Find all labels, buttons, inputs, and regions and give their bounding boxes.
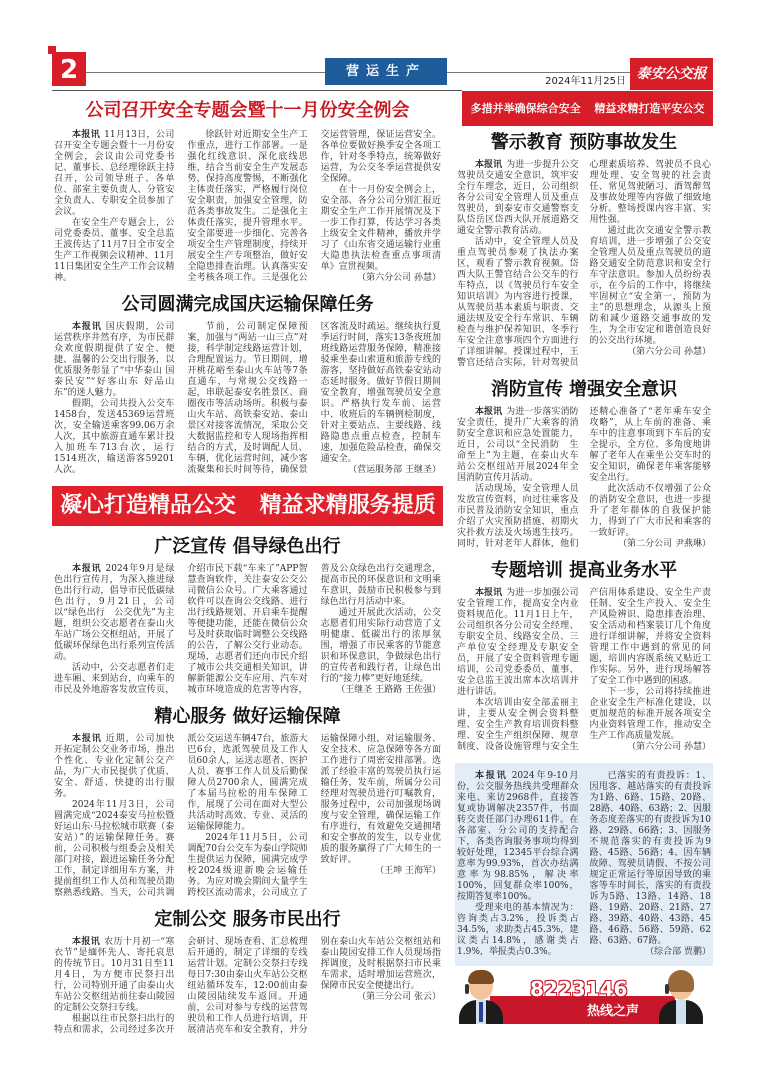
paragraph <box>54 322 174 399</box>
header-rule-right <box>447 72 630 73</box>
paragraph: 徐跃针对近期安全生产工作重点，进行工作部署。一是强化红线意识、深化底线思维，结合当前安全生产发展态势，保持高度警惕，不断强化主体责任落实，严格履行岗位安全职责，加强安全管理，防范各类事故发生。二是强化主体责任落实，提升管理水平。安全部要进一步细化、完善各项安全生产管理制度，持续开展安全生产专项整治，做好安全隐患排查治理。认真落实安全考核各项工作。三是强化公交运营管理，保证运营安全。各单位要做好换季安全各项工作，针对冬季特点，统筹做好运营，为公交冬季运营提供安全保障。 <box>187 130 441 283</box>
lead-label: 本报讯 <box>475 407 503 417</box>
paragraph <box>54 564 174 663</box>
article-warning-education-body <box>455 160 713 369</box>
lead-label: 本报讯 <box>72 564 102 574</box>
headline-transport-support: 精心服务 做好运输保障 <box>154 706 341 727</box>
paragraph: 活动中，公交志愿者们走进车厢、来到站台，向乘车的市民及外地游客发放宣传页，介绍市民下载“车来了”APP智慧查询软件，关注泰安公交公司微信公众号。广大乘客通过软件可以查询公交线路、进行出行线路规划、开启乘车提醒等便捷功能，还能在微信公众号及时获取临时调整公交线路的公告，了解公交行业动态。现场，志愿者们还向市民介绍了城市公共交通相关知识，讲解新能源公交车应用、汽车对城市环境造成的危害等内容，普及公众绿色出行交通理念，提高市民的环保意识和文明乘车意识，鼓励市民积极参与到绿色出行月活动中来。 <box>54 564 441 695</box>
article-national-day-body <box>52 322 443 476</box>
headline-fire-safety: 消防宣传 增强安全意识 <box>490 379 678 400</box>
top-banner-slogan-2: 精益求精打造平安公交 <box>594 102 705 115</box>
article-transport-support-body <box>52 734 443 899</box>
byline: （第三分公司 张云） <box>357 992 441 1002</box>
section-banner-slogan-2: 精益求精服务提质 <box>259 493 436 518</box>
top-banner <box>462 91 713 126</box>
article-green-travel-body <box>52 564 443 696</box>
male-operator-icon <box>457 968 505 1024</box>
paragraph <box>457 771 579 903</box>
headline-national-day: 公司圆满完成国庆运输保障任务 <box>121 294 374 315</box>
lead-label: 本报讯 <box>475 771 508 781</box>
paragraph-text: 为进一步加强公司安全管理工作，提高安全内业资料规范化。11月1日上午，公司组织各分公司安全经理、专职安全员、线路安全员、三产单位安全经理及专职安全员，开展了安全资料管理专题培训，公司党委委员、董事、安全总监王波出席本次培训并进行讲话。 <box>457 588 579 697</box>
byline: （第六分公司 孙慧） <box>627 347 711 357</box>
paragraph <box>457 407 579 484</box>
paragraph-text: 国庆假期，公司运营秩序井然有序，为市民群众欢度假期提供了安全、便捷、温馨的公交出行服务，以优质服务彰显了“中华泰山 国泰民安”“好客山东 好品山东”的迷人魅力。 <box>54 322 175 398</box>
article-fire-safety-body <box>455 407 713 550</box>
paragraph: 本次培训由安全部孟丽主讲，主要从安全例会资料整理、安全生产教育培训资料整理、安全生产组织保障、规章制度、设备设施管理与安全生产信用体系建设、安全生产责任制、安全生产投入、安全生产风险辨识、隐患排查治理、安全活动和档案装订几个角度进行详细讲解，并将安全资料管理工作中遇到的常见的问题，培训内容既系统又贴近工作实际。另外，进行现场解答了安全工作中遇到的困惑。 <box>457 588 711 752</box>
paragraph: 活动现场，安全管理人员发放宣传资料，向过往乘客及市民普及消防安全知识，重点介绍了火灾预防措施、初期火灾扑救方法及火场逃生技巧。同时，针对老年人群体，他们还精心准备了“老年乘车安全攻略”，从上车前的准备、乘车中的注意事项到下车后的安全提示，全方位、多角度地讲解了老年人在乘坐公交车时的安全知识，确保老年乘客能够安全出行。 <box>457 407 711 549</box>
lead-label: 本报讯 <box>475 588 503 598</box>
header-rule-lower <box>52 90 462 91</box>
byline: （第六分公司 孙慧） <box>357 273 441 283</box>
hotline-report-box <box>455 763 713 966</box>
lead-label: 本报讯 <box>475 160 503 170</box>
hotline-number: 8223146 <box>530 977 628 1001</box>
byline: （第六分公司 孙慧） <box>627 742 711 752</box>
headline-green-travel: 广泛宣传 倡导绿色出行 <box>154 536 341 557</box>
page-number: 2 <box>52 52 86 86</box>
article-meeting-body <box>52 130 443 284</box>
hotline-label: 热线之声 <box>587 1004 640 1019</box>
paragraph: 根据以往市民祭扫出行的特点和需求，公司经过多次开会研讨、现场查看、汇总梳理后开通的，制定了详细的专线运营计划。定制公交祭扫专线每日7:30由泰山火车站公交枢纽站循环发车，12:00前由泰山陵园陆续发车返回。开通前，公司对参与专线的运营驾驶员和工作人员进行培训，开展清洁亮车和安全教育，并分别在泰山火车站公交枢纽站和泰山陵园安排工作人员现场指挥调度，及时根据祭扫市民乘车需求，适时增加运营班次，保障市民安全便捷出行。 <box>54 937 441 1035</box>
left-column <box>52 98 443 1036</box>
headline-meeting: 公司召开安全专题会暨十一月份安全例会 <box>85 100 410 121</box>
paragraph: 下一步，公司将持续推进企业安全生产标准化建设，以更加规范的标准开展各项安全内业资料管理工作，推动安全生产工作高质量发展。 <box>589 687 711 741</box>
headline-custom-bus: 定制公交 服务市民出行 <box>154 909 341 930</box>
paragraph: 此次活动不仅增强了公众的消防安全意识，也进一步提升了老年群体的自我保护能力，得到了广大市民和乘客的一致好评。 <box>589 484 711 538</box>
byline: （王继圣 王路路 王佐强） <box>336 685 441 695</box>
paragraph: 2024年11月5日，公司调配70台公交车为泰山学院师生提供运力保障，圆满完成学校2024级迎新晚会运输任务。为应对晚会期间大量学生跨校区流动需求，公司成立了运输保障小组，对运输服务、安全技术、应急保障等各方面工作进行了周密安排部署。选派了经验丰富的驾驶员执行运输任务，发车前，所属分公司经理对驾驶员进行叮嘱教育，服务过程中，公司加强现场调度与安全管理，确保运输工作有序进行，有效避免交通拥堵和安全事故的发生，以专业优质的服务赢得了广大师生的一致好评。 <box>187 734 441 898</box>
paragraph: 受理来电的基本情况为：咨询类占3.2%，投诉类占34.5%，求助类占45.3%，建议类占14.8%，感谢类占1.9%，举报类占0.3%。 <box>457 903 579 957</box>
paragraph-text: 为进一步落实消防安全责任，提升广大乘客的消防安全意识和应急处置能力，近日，公司以“全民消防 生命至上”为主题，在泰山火车站公交枢纽站开展2024年全国消防宣传月活动。 <box>457 407 579 483</box>
paragraph-text: 为进一步提升公交驾驶员交通安全意识，筑牢安全行车理念，近日，公司组织各分公司安全管理人员及重点驾驶员，到泰安市交通警察支队岱岳区岱西大队开展道路交通安全警示教育活动。 <box>457 160 579 236</box>
byline: （综合部 贾鹏） <box>645 947 711 957</box>
section-banner <box>52 486 443 526</box>
lead-label: 本报讯 <box>72 937 101 947</box>
paragraph: 2024年11月3日，公司圆满完成“2024泰安马拉松暨好运山东·马拉松城市联赛（泰安站）”的运输保障任务。赛前，公司积极与组委会及相关部门对接，跟进运输任务分配工作，制定详细用车方案，并提前组织工作人员和驾驶员勘察熟悉线路。当天，公司共调派公交运送车辆47台，旅游大巴6台，选派驾驶员及工作人员60余人，运送志愿者、医护人员、赛事工作人员及后勤保障人员2700余人，圆满完成了本届马拉松的用车保障工作，展现了公司在面对大型公共活动时高效、专业、灵活的运输保障能力。 <box>54 734 308 898</box>
byline: （营运服务部 王继圣） <box>348 465 441 475</box>
paragraph-text: 农历十月初一“寒衣节”是缅怀先人、寄托哀思的传统节日。10月31日至11月4日，为方便市民祭扫出行，公司特别开通了由泰山火车站公交枢纽站前往泰山陵园的定制公交祭扫专线。 <box>54 937 175 1013</box>
article-custom-bus-body <box>52 937 443 1036</box>
byline: （第二分公司 尹燕琳） <box>618 539 711 549</box>
headline-warning-education: 警示教育 预防事故发生 <box>490 132 678 153</box>
paragraph: 在十一月份安全例会上，安全部、各分公司分别汇报近期安全生产工作开展情况及下一步工作打算，传达学习各类上级安全文件精神，播放并学习了《山东省交通运输行业重大隐患执法检查重点事项清单》宣贯视频。 <box>320 185 441 272</box>
issue-date: 2024年11月25日 <box>545 76 626 87</box>
paragraph-text: 2024年9-10月份，公交服务热线共受理群众来电、来访2968件，直接答复或协调解决2357件，书面转交责任部门办理611件。在各部室、分公司的支持配合下，各类咨询服务事项均得到较好处理，12345平台综合满意率为99.93%，首次办结满意率为98.85%，解决率100%，回复群众率100%，按期答复率100%。 <box>457 771 579 902</box>
section-tab[interactable]: 营运生产 <box>325 58 447 85</box>
hotline-banner <box>455 966 708 1024</box>
paragraph <box>457 160 579 237</box>
lead-label: 本报讯 <box>72 130 101 140</box>
lead-label: 本报讯 <box>72 734 102 744</box>
paragraph: 在安全生产专题会上，公司党委委员、董事、安全总监王波传达了11月7日全市安全生产工作视频会议精神、11月11日集团安全生产工作会议精神。 <box>54 218 175 283</box>
right-column <box>455 128 713 1024</box>
paragraph <box>457 588 579 698</box>
female-operator-icon <box>657 968 705 1024</box>
paragraph <box>54 734 174 800</box>
paragraph: 已落实的有责投诉：1、因甩客、越站落实的有责投诉为1路、6路、15路、20路、28路、40路、63路；2、因服务态度差落实的有责投诉为10路、29路、66路；3、因服务不规范落实的有责投诉为9路、45路、56路；4、因车辆故障、驾驶员请假、不按公司规定正常运行等原因导致的乘客等车时间长，落实的有责投诉为5路、13路、14路、18路、19路、20路、21路、27路、39路、40路、43路、45路、46路、56路、59路、62路、63路、67路。 <box>589 771 711 946</box>
header-rule <box>86 72 325 73</box>
section-banner-slogan-1: 凝心打造精品公交 <box>60 493 237 518</box>
paragraph: 假期，公司共投入公交车1458台，发送45369运营班次，安全输送乘客99.06万余人次，其中旅游直通车累计投入加班车713台次，运行1514班次，输送游客59201人次。 <box>54 399 175 475</box>
paragraph: 活动中，安全管理人员及重点驾驶员参观了执法办案区，观看了警示教育视频。岱西大队王警官结合公交车的行车特点，以《驾驶员行车安全知识培训》为内容进行授课，从驾驶员基本素质与职责、交通法规及安全行车常识、车辆检查与维护保养知识、冬季行车安全注意事项四个方面进行了详细讲解。授课过程中，王警官还结合实际，针对驾驶员心理素质培养、驾驶员不良心理处理、安全驾驶的社会责任、常见驾驶陋习、酒驾醉驾及事故处理等内容做了细致地分析。整场授课内容丰富、实用性强。 <box>457 160 711 368</box>
paragraph <box>54 937 174 1014</box>
paragraph: 节前，公司制定保障预案，加强与“两站一山三点”对接，科学制定线路运营计划，合理配置运力。节日期间，增开桃花峪至泰山火车站等7条直通车，与常规公交线路一起，串联起泰安名胜景区、商圈夜市等活动场所。积极与泰山火车站、高铁泰安站、泰山景区对接客流情况，采取公交大数据监控和专人现场指挥相结合的方式，及时调配人员、车辆，优化运营时间，减少客流聚集和长时间等待，确保景区客流及时疏运。继续执行夏季运行时间，落实13条夜班加班线路运营服务保障，精准接驳乘坐泰山索道和旅游专线的游客，坚持做好高铁泰安站动态延时服务。做好节假日期间安全教育，增强驾驶员安全意识。严格执行发车前、运营中、收班后的车辆例检制度，针对主要站点、主要线路、线路隐患点重点检查，控制车速，加强危险品检查，确保交通安全。 <box>187 322 441 475</box>
byline: （王坤 王海军） <box>375 866 441 876</box>
paragraph-text: 2024年9月是绿色出行宣传月，为深入推进绿色出行行动，倡导市民低碳绿色出行，9月21日，公司以“绿色出行 公交优先”为主题，组织公交志愿者在泰山火车站广场公交枢纽站，开展了低碳环保绿色出行系列宣传活动。 <box>54 564 175 662</box>
paragraph: 通过此次交通安全警示教育培训，进一步增强了公交安全管理人员及重点驾驶员的道路交通安全防范意识和安全行车守法意识。参加人员纷纷表示，在今后的工作中，将继续牢固树立“安全第一，预防为主”的思想理念，从源头上预防和减少道路交通事故的发生，为全市安定和谐创造良好的公交出行环境。 <box>589 226 711 346</box>
paragraph-text: 11月13日，公司召开安全专题会暨十一月份安全例会，会议由公司党委书记、董事长、总经理徐跃主持召开，公司领导班子、各单位、部室主要负责人、分管安全负责人、专职安全员参加了会议。 <box>54 130 175 217</box>
article-training-body <box>455 588 713 753</box>
top-banner-slogan-1: 多措并举确保综合安全 <box>470 102 581 115</box>
paragraph <box>54 130 174 218</box>
paragraph-text: 近期，公司加快开拓定制公交业务市场，推出个性化、专业化定制公交产品，为广大市民提供了优质、安全、舒适、快捷的出行服务。 <box>54 734 175 799</box>
headline-training: 专题培训 提高业务水平 <box>490 560 678 581</box>
article-hotline-report-body <box>455 771 713 958</box>
lead-label: 本报讯 <box>72 322 102 332</box>
newspaper-logo: 泰安公交报 <box>630 58 713 90</box>
paragraph: 通过开展此次活动，公交志愿者们用实际行动营造了文明健康、低碳出行的浓厚氛围，增强了市民乘客的节能意识和环保意识，争做绿色出行的宣传者和践行者，让绿色出行的“接力棒”更好地延续。 <box>320 608 441 684</box>
